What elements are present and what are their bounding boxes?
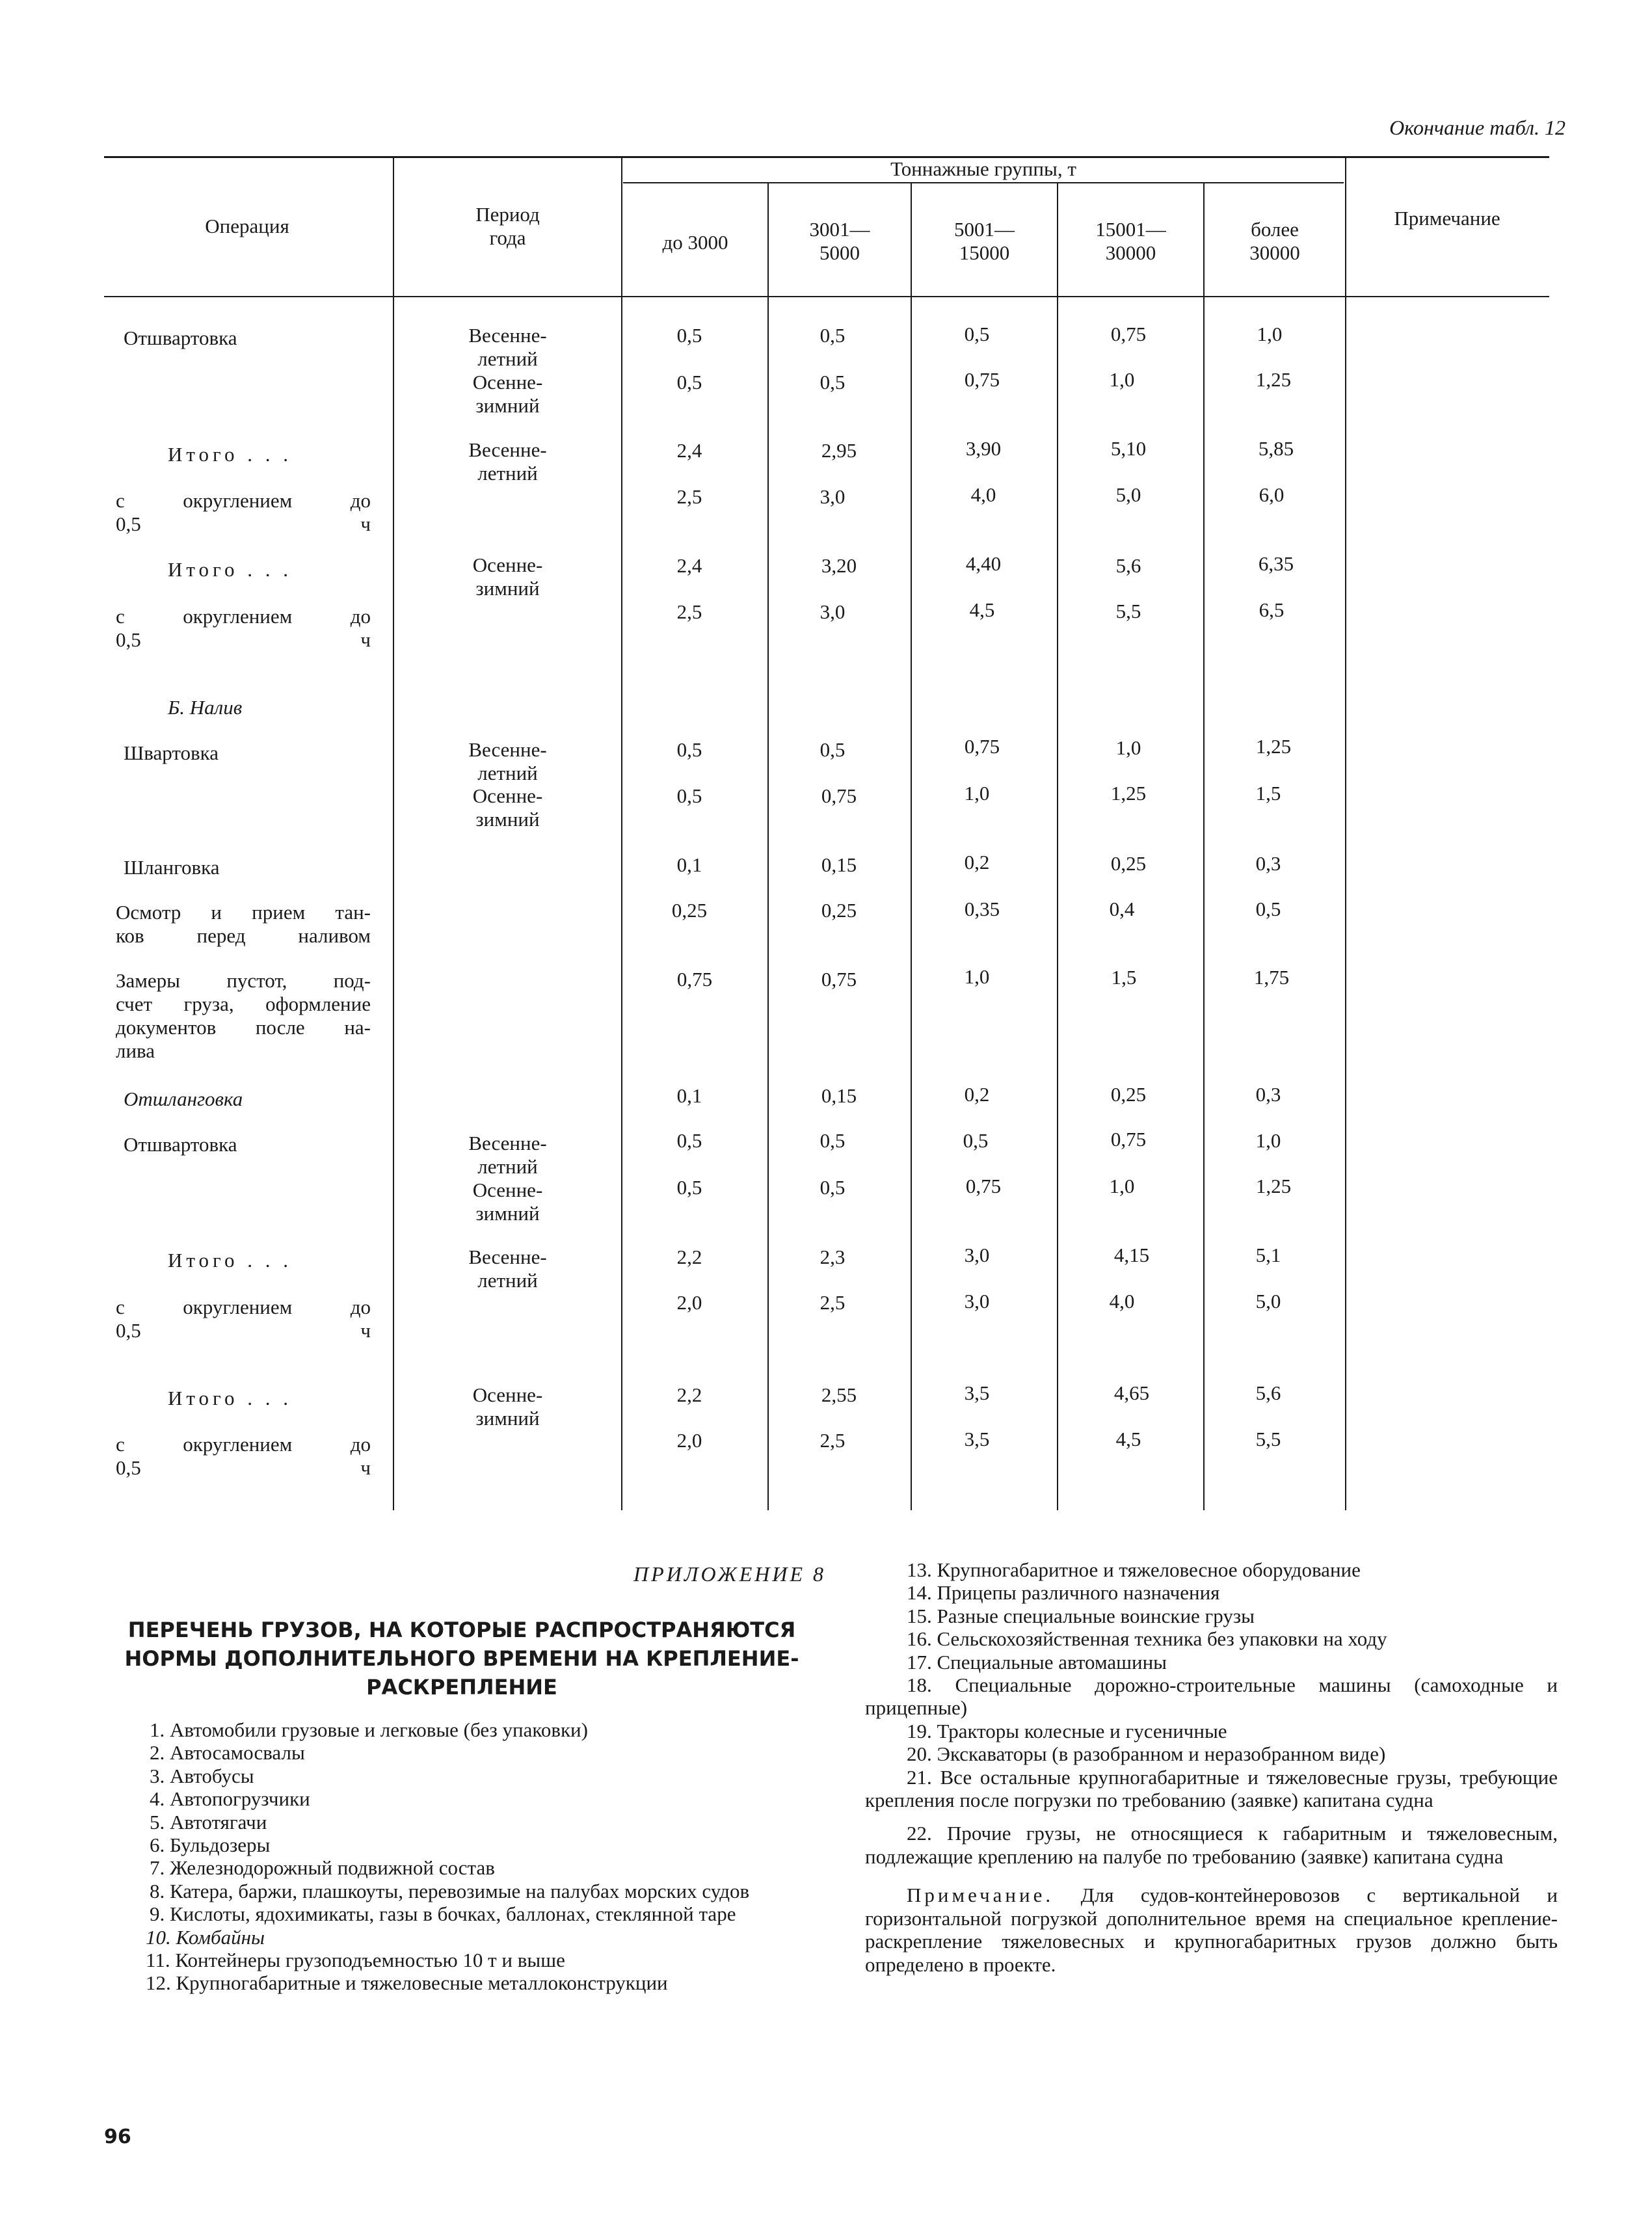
value-cell: 0,75 (1110, 1128, 1147, 1151)
value-cell: 0,3 (1255, 1083, 1281, 1106)
tonnage-group-underline (623, 182, 1344, 183)
value-cell: 0,25 (821, 899, 857, 922)
value-cell: 1,0 (964, 965, 990, 988)
value-cell: 0,15 (821, 853, 857, 876)
header-group-3: 5001— 15000 (954, 218, 1015, 264)
header-tonnage-group: Тоннажные группы, т (890, 157, 1076, 180)
value-cell: 3,0 (819, 485, 846, 508)
column-rule (621, 156, 622, 1510)
value-cell: 1,0 (1115, 736, 1141, 759)
value-cell: 0,75 (821, 784, 857, 807)
value-cell: 0,15 (821, 1084, 857, 1107)
list-item: 14. Прицепы различного назначения (907, 1581, 1220, 1605)
value-cell: 0,5 (963, 1129, 989, 1152)
header-group-2: 3001— 5000 (809, 218, 870, 264)
operation-cell: Осмотр и прием тан- ков перед наливом (116, 901, 371, 947)
table-header-bottom-rule (104, 296, 1549, 297)
operation-cell: Отшвартовка (124, 1133, 237, 1156)
operation-cell: с округлением до 0,5 ч (116, 489, 371, 535)
operation-cell: с округлением до 0,5 ч (116, 605, 371, 651)
value-cell: 5,6 (1255, 1381, 1281, 1404)
value-cell: 0,75 (964, 735, 1000, 758)
column-rule (1057, 183, 1058, 1510)
value-cell: 1,25 (1255, 1175, 1292, 1197)
list-item: 8. Катера, баржи, плашкоуты, перевозимые на палубах морских судов (150, 1879, 750, 1902)
operation-cell: Шланговка (124, 856, 220, 879)
value-cell: 4,65 (1113, 1381, 1150, 1404)
value-cell: 0,5 (964, 323, 990, 345)
appendix-title: ПЕРЕЧЕНЬ ГРУЗОВ, НА КОТОРЫЕ РАСПРОСТРАНЯЮТСЯ НОРМЫ ДОПОЛНИТЕЛЬНОГО ВРЕМЕНИ НА КРЕПЛЕНИЕ-РАСКРЕПЛЕНИЕ (124, 1618, 799, 1700)
value-cell: 2,4 (676, 554, 702, 577)
value-cell: 1,25 (1255, 368, 1292, 391)
column-rule (1203, 183, 1205, 1510)
list-item: 3. Автобусы (150, 1764, 254, 1787)
value-cell: 1,0 (1255, 1129, 1281, 1152)
value-cell: 2,4 (676, 439, 702, 462)
value-cell: 6,0 (1259, 483, 1285, 506)
value-cell: 2,3 (819, 1246, 846, 1268)
list-item: 13. Крупногабаритное и тяжеловесное оборудование (907, 1558, 1361, 1581)
value-cell: 0,5 (819, 371, 846, 393)
value-cell: 3,0 (964, 1290, 990, 1313)
cargo-list-right (865, 1558, 1558, 1976)
value-cell: 4,0 (1109, 1290, 1135, 1313)
value-cell: 0,5 (819, 738, 846, 761)
value-cell: 4,40 (965, 552, 1002, 575)
value-cell: 5,5 (1255, 1428, 1281, 1450)
operation-cell: Итого . . . (168, 1387, 292, 1409)
operation-cell: Итого . . . (168, 1249, 292, 1272)
list-item: 10. Комбайны (146, 1925, 265, 1949)
column-rule (767, 183, 769, 1510)
list-item: 19. Тракторы колесные и гусеничные (907, 1719, 1227, 1742)
list-item: 7. Железнодорожный подвижной состав (150, 1856, 495, 1880)
value-cell: 3,5 (964, 1381, 990, 1404)
list-item: 18. Специальные дорожно-строительные машины (самоходные и прицепные) (865, 1674, 1558, 1720)
value-cell: 0,2 (964, 1083, 990, 1106)
value-cell: 1,75 (1253, 966, 1290, 989)
value-cell: 5,0 (1115, 483, 1141, 506)
list-item: 6. Бульдозеры (150, 1834, 271, 1857)
operation-cell: Отшвартовка (124, 327, 237, 349)
header-group-5: более 30000 (1249, 218, 1300, 264)
period-cell: Весенне- летний (468, 1132, 547, 1178)
value-cell: 1,25 (1110, 782, 1147, 805)
value-cell: 0,75 (821, 968, 857, 991)
value-cell: 4,5 (1115, 1428, 1141, 1450)
period-cell: Осенне- зимний (472, 784, 543, 831)
value-cell: 0,5 (819, 1176, 846, 1199)
operation-cell: с округлением до 0,5 ч (116, 1296, 371, 1342)
value-cell: 1,0 (1109, 368, 1135, 391)
operation-cell: Замеры пустот, под- счет груза, оформление документов после на- лива (116, 969, 371, 1062)
value-cell: 5,10 (1110, 437, 1147, 460)
value-cell: 0,25 (1110, 1083, 1147, 1106)
value-cell: 0,1 (676, 853, 702, 876)
value-cell: 0,5 (676, 324, 702, 347)
period-cell: Осенне- зимний (472, 553, 543, 600)
value-cell: 5,5 (1115, 600, 1141, 622)
value-cell: 0,5 (676, 1176, 702, 1199)
value-cell: 2,5 (676, 600, 702, 623)
value-cell: 0,35 (964, 898, 1000, 920)
list-item: 15. Разные специальные воинские грузы (907, 1604, 1255, 1627)
period-cell: Весенне- летний (468, 324, 547, 370)
value-cell: 1,0 (964, 782, 990, 805)
value-cell: 0,1 (676, 1084, 702, 1107)
value-cell: 0,75 (964, 368, 1000, 391)
period-cell: Осенне- зимний (472, 1179, 543, 1225)
section-heading: Б. Налив (168, 696, 243, 719)
value-cell: 2,0 (676, 1291, 702, 1314)
value-cell: 4,15 (1113, 1244, 1150, 1266)
value-cell: 0,75 (676, 968, 713, 991)
value-cell: 2,5 (819, 1429, 846, 1452)
list-item: 4. Автопогрузчики (150, 1787, 310, 1811)
period-cell: Осенне- зимний (472, 371, 543, 417)
operation-cell: с округлением до 0,5 ч (116, 1433, 371, 1479)
value-cell: 5,0 (1255, 1290, 1281, 1313)
column-rule (1345, 156, 1346, 1510)
value-cell: 2,0 (676, 1429, 702, 1452)
list-item: 22. Прочие грузы, не относящиеся к габаритным и тяжеловесным, подлежащие креплению на палубе по требованию (заявке) капитана судна (865, 1822, 1558, 1868)
value-cell: 0,4 (1109, 898, 1135, 920)
page-number: 96 (104, 2126, 131, 2148)
value-cell: 2,95 (821, 439, 857, 462)
value-cell: 5,1 (1255, 1244, 1281, 1266)
period-cell: Осенне- зимний (472, 1383, 543, 1430)
value-cell: 0,5 (819, 1129, 846, 1152)
value-cell: 5,6 (1115, 554, 1141, 577)
value-cell: 3,20 (821, 554, 857, 577)
note-title: Примечание. (907, 1884, 1054, 1907)
list-item: 12. Крупногабаритные и тяжеловесные металлоконструкции (146, 1971, 668, 1995)
value-cell: 1,5 (1255, 782, 1281, 805)
list-item: 5. Автотягачи (150, 1810, 267, 1834)
value-cell: 2,2 (676, 1246, 702, 1268)
value-cell: 0,5 (676, 784, 702, 807)
list-item: 1. Автомобили грузовые и легковые (без упаковки) (150, 1718, 588, 1741)
table-continuation-caption: Окончание табл. 12 (1389, 116, 1565, 139)
value-cell: 1,5 (1111, 966, 1137, 989)
list-item: 20. Экскаваторы (в разобранном и неразобранном виде) (907, 1742, 1386, 1766)
value-cell: 0,25 (1110, 852, 1147, 875)
value-cell: 2,5 (676, 485, 702, 508)
column-rule (911, 183, 912, 1510)
header-group-4: 15001— 30000 (1095, 218, 1166, 264)
value-cell: 0,75 (965, 1175, 1002, 1197)
value-cell: 1,25 (1255, 735, 1292, 758)
list-item: 16. Сельскохозяйственная техника без упаковки на ходу (907, 1627, 1387, 1651)
value-cell: 0,3 (1255, 852, 1281, 875)
value-cell: 2,5 (819, 1291, 846, 1314)
value-cell: 3,0 (819, 600, 846, 623)
value-cell: 0,5 (676, 371, 702, 393)
value-cell: 0,25 (671, 899, 708, 922)
value-cell: 1,0 (1257, 323, 1283, 345)
header-group-1: до 3000 (662, 231, 728, 254)
cargo-list-left (104, 1718, 793, 1995)
operation-cell: Итого . . . (168, 443, 292, 466)
value-cell: 0,5 (819, 324, 846, 347)
value-cell: 2,2 (676, 1383, 702, 1406)
value-cell: 5,85 (1258, 437, 1294, 460)
value-cell: 3,90 (965, 437, 1002, 460)
value-cell: 3,5 (964, 1428, 990, 1450)
list-item: 2. Автосамосвалы (150, 1741, 305, 1765)
value-cell: 6,35 (1258, 552, 1294, 575)
value-cell: 1,0 (1109, 1175, 1135, 1197)
value-cell: 6,5 (1259, 598, 1285, 621)
list-item: 17. Специальные автомашины (907, 1650, 1167, 1674)
value-cell: 2,55 (821, 1383, 857, 1406)
value-cell: 4,5 (969, 598, 995, 621)
period-cell: Весенне- летний (468, 1246, 547, 1292)
header-period: Период года (475, 203, 540, 249)
list-item: 11. Контейнеры грузоподъемностью 10 т и выше (146, 1949, 565, 1972)
value-cell: 3,0 (964, 1244, 990, 1266)
header-operation: Операция (205, 215, 289, 237)
appendix-label: ПРИЛОЖЕНИЕ 8 (633, 1562, 826, 1586)
operation-cell: Швартовка (124, 741, 219, 764)
appendix-note (865, 1884, 1558, 1976)
operation-cell: Итого . . . (168, 558, 292, 581)
list-item: 9. Кислоты, ядохимикаты, газы в бочках, баллонах, стеклянной таре (150, 1902, 736, 1926)
operation-cell: Отшланговка (124, 1087, 243, 1110)
note-text: Для судов-контейнеровозов с вертикальной и горизонтальной погрузкой дополнительное время на специальное крепление-раскрепление тяжеловесных и крупногабаритных грузов должно быть определено в проекте. (865, 1884, 1558, 1976)
value-cell: 4,0 (970, 483, 996, 506)
value-cell: 0,5 (1255, 898, 1281, 920)
period-cell: Весенне- летний (468, 438, 547, 485)
list-item: 21. Все остальные крупногабаритные и тяжеловесные грузы, требующие крепления после погрузки по требованию (заявке) капитана судна (865, 1765, 1558, 1812)
value-cell: 0,75 (1110, 323, 1147, 345)
period-cell: Весенне- летний (468, 738, 547, 784)
value-cell: 0,2 (964, 851, 990, 873)
header-note: Примечание (1394, 207, 1500, 230)
value-cell: 0,5 (676, 1129, 702, 1152)
value-cell: 0,5 (676, 738, 702, 761)
